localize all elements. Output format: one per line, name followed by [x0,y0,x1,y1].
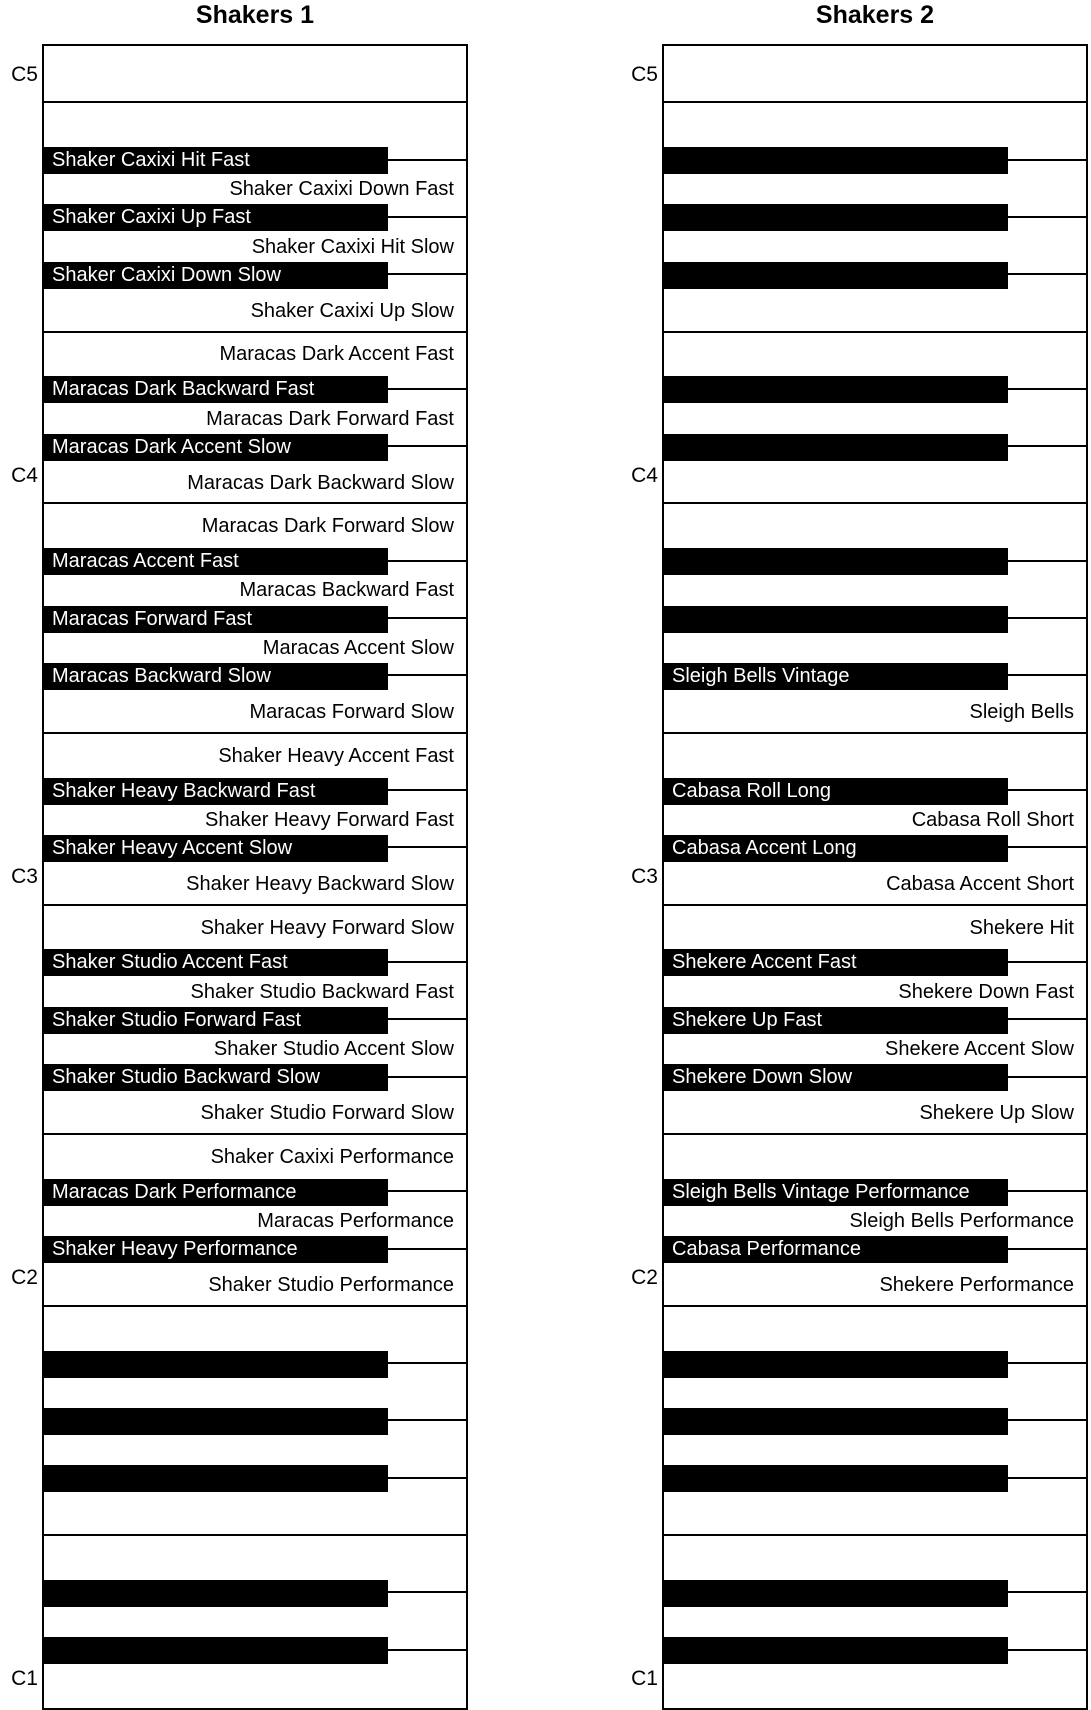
black-key [44,548,388,575]
black-key [664,548,1008,575]
black-key [664,949,1008,976]
octave-label: C2 [631,1266,658,1290]
black-key [664,1637,1008,1664]
white-key-label: Shaker Studio Accent Slow [213,1037,454,1060]
white-key-label: Shaker Heavy Accent Fast [218,744,454,767]
black-key [44,262,388,289]
octave-label: C1 [631,1667,658,1691]
black-key [44,1408,388,1435]
white-key-label: Shaker Studio Forward Slow [200,1101,454,1124]
keyboard-1-title: Shakers 1 [195,1,315,29]
black-key-label: Sleigh Bells Vintage Performance [672,1180,970,1203]
black-key-label: Shaker Caxixi Up Fast [52,206,251,229]
black-key [664,262,1008,289]
white-key-label: Maracas Performance [257,1209,454,1232]
white-key-label: Maracas Backward Fast [239,579,454,602]
black-key [664,835,1008,862]
black-key [44,606,388,633]
black-key [44,1637,388,1664]
black-key-label: Shekere Accent Fast [672,951,857,974]
black-key-label: Shaker Studio Forward Fast [52,1008,301,1031]
black-key-label: Shaker Heavy Accent Slow [52,836,293,859]
black-key [44,778,388,805]
white-key-label: Maracas Accent Slow [262,636,454,659]
black-key [664,1351,1008,1378]
black-key [44,1236,388,1263]
black-key-label: Shaker Studio Backward Slow [52,1066,320,1089]
black-key-label: Maracas Backward Slow [52,664,271,687]
black-key [44,434,388,461]
black-key-label: Maracas Accent Fast [52,550,239,573]
black-key-label: Maracas Forward Fast [52,607,253,630]
black-key [664,1179,1008,1206]
black-key-label: Shaker Studio Accent Fast [52,951,288,974]
black-key [664,606,1008,633]
black-key [664,663,1008,690]
black-key-label: Maracas Dark Performance [52,1180,297,1203]
black-key [44,1580,388,1607]
white-key-label: Shaker Caxixi Down Fast [229,178,454,201]
black-key-label: Shaker Caxixi Down Slow [52,263,281,286]
octave-label: C4 [631,463,658,487]
black-key [44,1179,388,1206]
black-key [664,204,1008,231]
white-key [44,46,466,103]
black-key [664,1465,1008,1492]
octave-label: C2 [11,1266,38,1290]
white-key-label: Cabasa Accent Short [886,872,1074,895]
black-key [44,835,388,862]
white-key-label: Maracas Dark Forward Fast [206,407,454,430]
black-key [664,1580,1008,1607]
white-key-label: Shekere Up Slow [919,1101,1074,1124]
black-key-label: Sleigh Bells Vintage [672,664,850,687]
black-key-label: Shaker Heavy Performance [52,1238,298,1261]
black-key-label: Cabasa Performance [672,1238,861,1261]
black-key-label: Maracas Dark Backward Fast [52,378,315,401]
octave-label: C5 [11,62,38,86]
black-key [44,949,388,976]
keyboard-2-title: Shakers 2 [815,1,935,29]
black-key [664,1007,1008,1034]
black-key-label: Shaker Caxixi Hit Fast [52,149,250,172]
white-key [664,46,1086,103]
white-key-label: Shaker Heavy Backward Slow [186,872,454,895]
keyboard-shakers-2 [662,44,1088,1710]
white-key-label: Shaker Studio Backward Fast [190,980,454,1003]
keyboard-shakers-1 [42,44,468,1710]
black-key [44,1064,388,1091]
black-key [664,376,1008,403]
white-key-label: Sleigh Bells Performance [849,1209,1074,1232]
white-key-label: Sleigh Bells [969,700,1074,723]
white-key-label: Shekere Hit [969,916,1074,939]
white-key-label: Shaker Caxixi Performance [210,1145,454,1168]
octave-label: C3 [631,865,658,888]
black-key [664,1064,1008,1091]
octave-label: C4 [11,463,38,487]
octave-label: C1 [11,1667,38,1691]
white-key-label: Shekere Performance [879,1273,1074,1296]
black-key-label: Cabasa Accent Long [672,836,857,859]
white-key-label: Shekere Down Fast [898,980,1074,1003]
white-key-label: Shaker Heavy Forward Fast [205,808,454,831]
black-key-label: Shekere Up Fast [672,1008,823,1031]
white-key-label: Maracas Dark Accent Fast [219,343,454,366]
black-key-label: Cabasa Roll Long [672,779,831,802]
white-key-label: Shaker Caxixi Up Slow [250,299,454,322]
white-key-label: Shekere Accent Slow [885,1037,1074,1060]
black-key-label: Shaker Heavy Backward Fast [52,779,316,802]
white-key-label: Shaker Studio Performance [208,1273,454,1296]
black-key [44,1465,388,1492]
black-key [44,147,388,174]
black-key [664,1408,1008,1435]
black-key [44,663,388,690]
white-key-label: Maracas Dark Backward Slow [187,471,454,494]
black-key [664,434,1008,461]
black-key [664,778,1008,805]
octave-label: C5 [631,62,658,86]
black-key [44,1351,388,1378]
octave-label: C3 [11,865,38,888]
white-key-label: Maracas Dark Forward Slow [201,515,454,538]
black-key-label: Maracas Dark Accent Slow [52,435,291,458]
white-key-label: Maracas Forward Slow [249,700,454,723]
black-key [44,376,388,403]
black-key [664,1236,1008,1263]
white-key-label: Cabasa Roll Short [911,808,1074,831]
black-key [664,147,1008,174]
black-key [44,1007,388,1034]
black-key [44,204,388,231]
white-key-label: Shaker Caxixi Hit Slow [251,235,454,258]
black-key-label: Shekere Down Slow [672,1066,853,1089]
white-key-label: Shaker Heavy Forward Slow [200,916,454,939]
